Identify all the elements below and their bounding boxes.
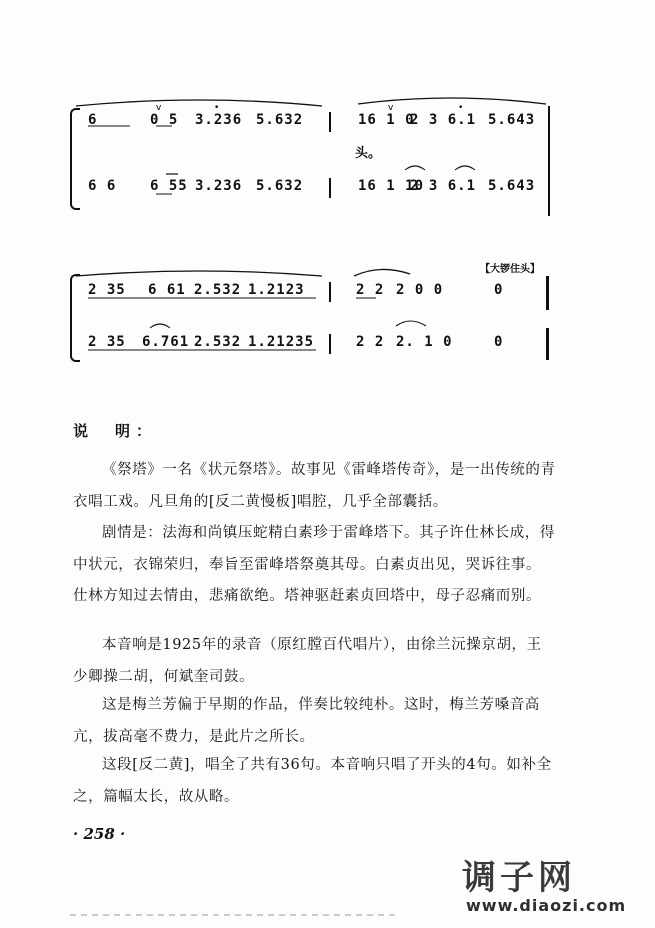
note-group: 2.532 [194,334,242,350]
note-group: 3.236 [195,112,243,128]
note-group: 16 1 0 [358,112,415,128]
note-group: 6 [88,112,98,128]
note-group: 2 3 6.1 [410,178,477,194]
scan-artifact [70,914,400,916]
note-group: 5.643 [488,112,536,128]
note-group: 6 55 [150,178,188,194]
score-system-2 [70,256,560,366]
paragraph: 这段[反二黄]，唱全了共有36句。本音响只唱了开头的4句。如补全之，篇幅太长，故从略。 [73,757,552,805]
paragraph: 《祭塔》一名《状元祭塔》。故事见《雷峰塔传奇》，是一出传统的青衣唱工戏。凡旦角的[反二黄慢板]唱腔，几乎全部囊括。 [73,462,556,510]
paragraph: 本音响是1925年的录音（原红膛百代唱片），由徐兰沅操京胡，王少卿操二胡，何斌奎司鼓。 [73,637,542,685]
svg-text:v: v [156,103,162,113]
note-group: 6 61 [148,282,186,298]
lyric: 头。 [355,146,382,161]
page-number: · 258 · [73,825,126,843]
note-group: 5.643 [488,178,536,194]
note-group: 2 35 [88,334,126,350]
paragraph: 这是梅兰芳偏于早期的作品，伴奏比较纯朴。这时，梅兰芳嗓音高亢，拔高毫不费力，是此片之所长。 [73,697,540,745]
note-group: 0 5 [150,112,179,128]
note-group: 16 1 10 [358,178,425,194]
note-group: 6.761 [142,334,190,350]
note-group: 1.2123 [248,282,305,298]
note-group: 2 2 [356,282,385,298]
notes-heading: 说 明： [73,422,158,440]
watermark-name: 调子网 [462,858,576,898]
note-group: 2 0 0 [396,282,444,298]
watermark-url: www.diaozi.com [466,896,627,915]
note-group: 2 2 [356,334,385,350]
note-group: 3.236 [195,178,243,194]
note-group: 6 6 [88,178,117,194]
note-group: 0 [494,334,504,350]
svg-text:v: v [388,103,394,113]
note-group: 5.632 [256,112,304,128]
note-group: 0 [494,282,504,298]
percussion-annotation: 【大锣住头】 [480,264,540,275]
note-group: 5.632 [256,178,304,194]
svg-text:•: • [458,103,464,113]
paragraph: 剧情是：法海和尚镇压蛇精白素珍于雷峰塔下。其子许仕林长成，得中状元，衣锦荣归，奉旨至雷峰塔祭奠其母。白素贞出见，哭诉往事。仕林方知过去情由，悲痛欲绝。塔神驱赶素贞回塔中，母子忍痛而别。 [73,525,555,604]
note-group: 1.21235 [248,334,315,350]
score-system-1 [70,90,560,210]
note-group: 2 35 [88,282,126,298]
note-group: 2. 1 0 [396,334,453,350]
svg-text:•: • [214,103,220,113]
note-group: 2.532 [194,282,242,298]
note-group: 2 3 6.1 [410,112,477,128]
